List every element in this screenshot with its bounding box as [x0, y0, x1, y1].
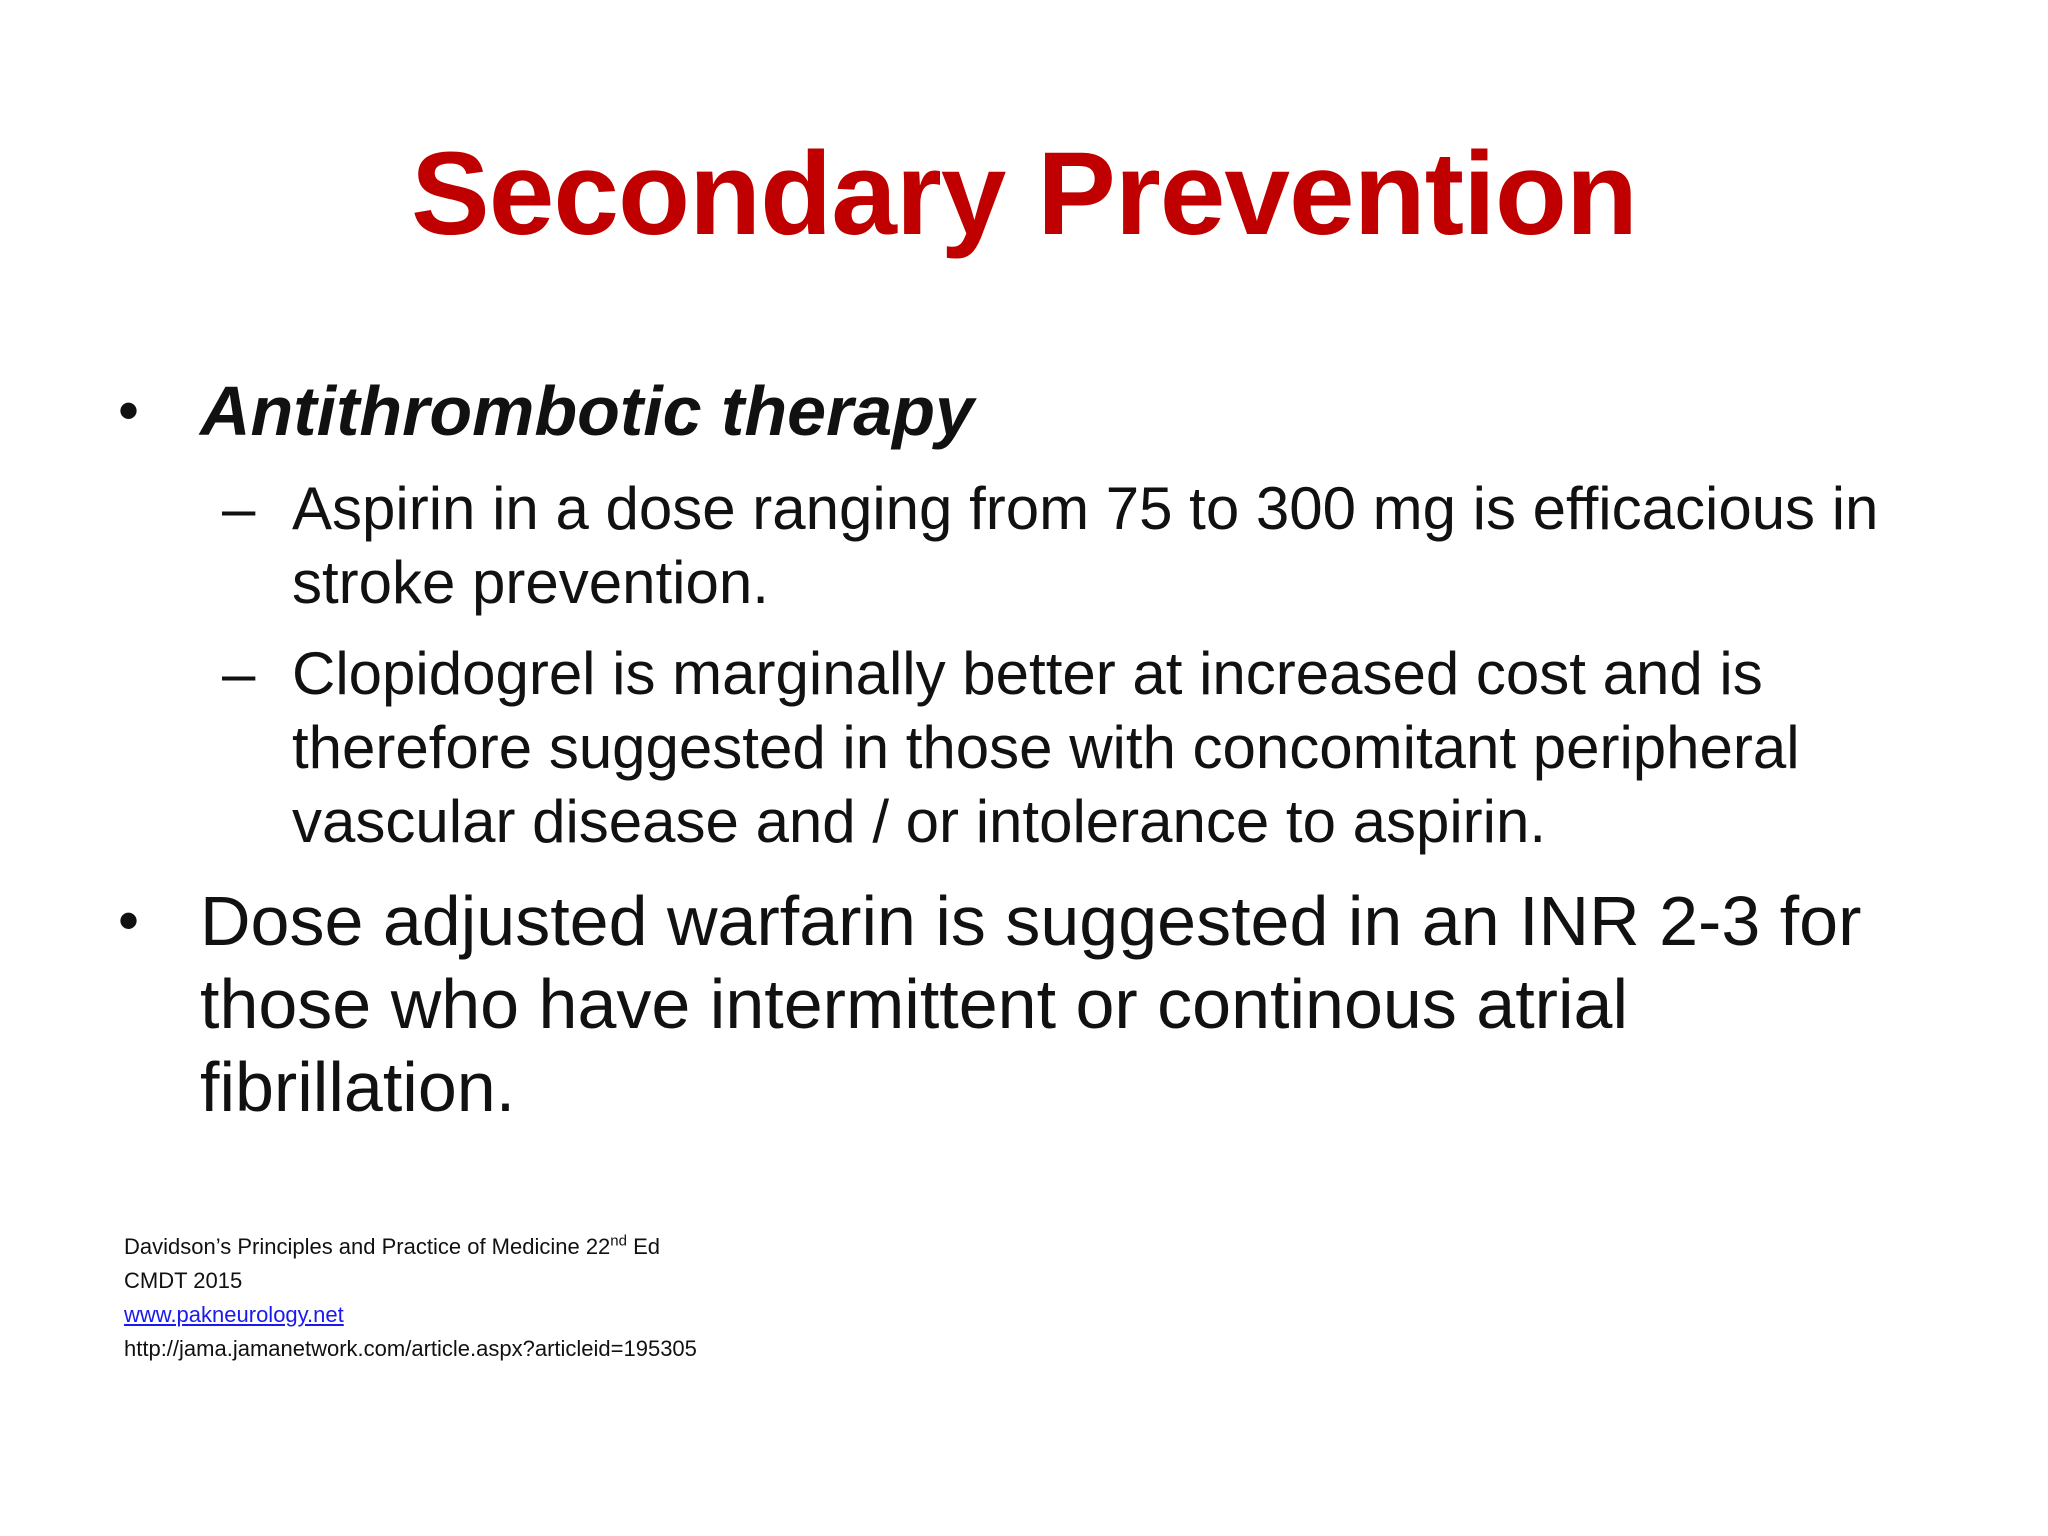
sub-bullet-clopidogrel: [222, 637, 1992, 859]
bullet-text: Antithrombotic therapy: [200, 372, 974, 450]
bullet-marker: •: [118, 887, 140, 954]
reference-cmdt: CMDT 2015: [124, 1268, 243, 1293]
bullet-text: Dose adjusted warfarin is suggested in an INR 2-3 for those who have intermittent or continous atrial fibrillation.: [200, 882, 1862, 1126]
reference-davidson: Davidson’s Principles and Practice of Medicine 22nd Ed: [124, 1232, 661, 1259]
sub-bullet-text: Aspirin in a dose ranging from 75 to 300 mg is efficacious in stroke prevention.: [292, 475, 1879, 616]
sub-bullet-aspirin: [222, 472, 1992, 620]
reference-link[interactable]: www.pakneurology.net: [124, 1302, 344, 1327]
sub-bullet-text: Clopidogrel is marginally better at increased cost and is therefore suggested in those with concomitant peripheral vascular disease and / or intolerance to aspirin.: [292, 640, 1800, 855]
reference-jama: http://jama.jamanetwork.com/article.aspx?articleid=195305: [124, 1336, 697, 1361]
bullet-marker: •: [118, 377, 140, 444]
dash-marker: –: [222, 640, 256, 707]
bullet-warfarin: [118, 880, 1940, 1129]
bullet-antithrombotic: [118, 370, 974, 452]
slide-title: Secondary Prevention: [411, 128, 1637, 260]
references: [124, 1230, 697, 1366]
dash-marker: –: [222, 475, 256, 542]
